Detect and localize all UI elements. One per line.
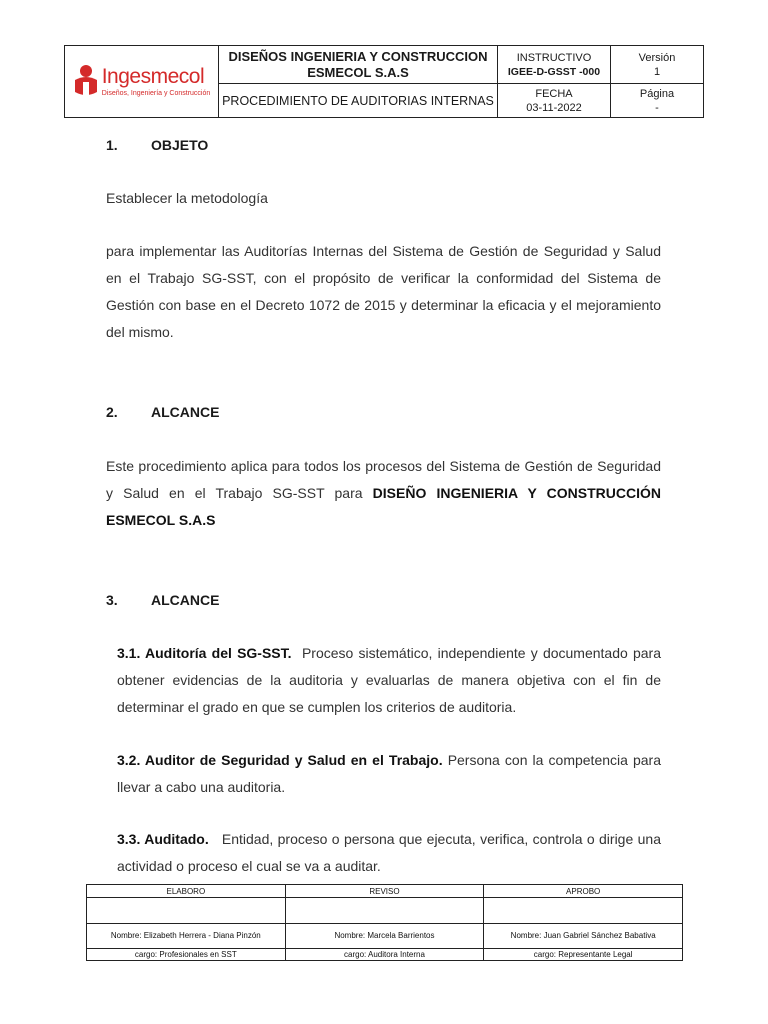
- version-cell: [611, 46, 704, 84]
- sig-header: ELABORO: [87, 885, 286, 898]
- section-2-text: Este procedimiento aplica para todos los procesos del Sistema de Gestión de Seguridad y Salud en el Trabajo SG-SST para: [106, 458, 661, 501]
- company-name: DISEÑOS INGENIERIA Y CONSTRUCCION ESMECOL S.A.S: [219, 46, 498, 84]
- section-2-company: DISEÑO INGENIERIA Y CONSTRUCCIÓN ESMECOL S.A.S: [106, 485, 662, 528]
- sig-name: Nombre: Elizabeth Herrera - Diana Pinzón: [87, 924, 286, 949]
- signature-space: [87, 898, 286, 924]
- doc-type-cell: [498, 46, 611, 84]
- definition-term: 3.1. Auditoría del SG-SST.: [117, 645, 292, 661]
- section-title: OBJETO: [151, 137, 209, 153]
- section-1-heading: [106, 137, 208, 153]
- logo-cell: [65, 46, 219, 118]
- section-title: ALCANCE: [151, 404, 220, 420]
- logo-tagline: Diseños, Ingeniería y Construcción: [101, 89, 211, 97]
- logo-mark-icon: [73, 62, 99, 102]
- sig-role: cargo: Representante Legal: [484, 949, 683, 961]
- definition-text: Entidad, proceso o persona que ejecuta, verifica, controla o dirige una actividad o proceso el cual se va a auditar.: [117, 831, 661, 874]
- date-value: 03-11-2022: [526, 101, 582, 114]
- sig-role: cargo: Auditora Interna: [285, 949, 484, 961]
- signature-space: [285, 898, 484, 924]
- page-label: Página: [639, 87, 675, 100]
- section-number: 3.: [106, 592, 118, 608]
- page-value: -: [655, 101, 659, 114]
- section-number: 2.: [106, 404, 118, 420]
- signature-table: [86, 884, 683, 961]
- section-title: ALCANCE: [151, 592, 220, 608]
- company-logo: [65, 62, 218, 102]
- sig-name: Nombre: Juan Gabriel Sánchez Babativa: [484, 924, 683, 949]
- section-2-body: [106, 453, 661, 534]
- definition-item: [117, 826, 661, 880]
- date-cell: [498, 84, 611, 118]
- sig-header: REVISO: [285, 885, 484, 898]
- sig-header: APROBO: [484, 885, 683, 898]
- doc-type-label: INSTRUCTIVO: [516, 51, 592, 64]
- version-label: Versión: [638, 51, 676, 64]
- definition-item: [117, 747, 661, 801]
- sig-name: Nombre: Marcela Barrientos: [285, 924, 484, 949]
- signature-space: [484, 898, 683, 924]
- definition-item: [117, 640, 661, 721]
- document-header: [64, 45, 704, 118]
- definition-term: 3.2. Auditor de Seguridad y Salud en el Trabajo.: [117, 752, 443, 768]
- procedure-name: PROCEDIMIENTO DE AUDITORIAS INTERNAS: [219, 84, 498, 118]
- logo-name: Ingesmecol: [101, 64, 205, 88]
- definition-text: Persona con la competencia para llevar a cabo una auditoria.: [117, 752, 662, 795]
- section-3-heading: [106, 592, 219, 608]
- doc-code: IGEE-D-GSST -000: [507, 65, 601, 78]
- version-value: 1: [653, 65, 661, 78]
- page-cell: [611, 84, 704, 118]
- section-number: 1.: [106, 137, 118, 153]
- date-label: FECHA: [535, 87, 573, 100]
- section-2-heading: [106, 404, 219, 420]
- definition-text: Proceso sistemático, independiente y documentado para obtener evidencias de la auditoria y evaluarlas de manera objetiva con el fin de determinar el grado en que se cumplen los criterios de auditoria.: [117, 645, 662, 715]
- section-1-body: para implementar las Auditorías Internas del Sistema de Gestión de Seguridad y Salud en el Trabajo SG-SST, con el propósito de verificar la conformidad del Sistema de Gestión con base en el Decreto 1072 de 2015 y determinar la eficacia y el mejoramiento del mismo.: [106, 243, 661, 340]
- definition-term: 3.3. Auditado.: [117, 831, 209, 847]
- section-1-intro: Establecer la metodología: [106, 190, 268, 206]
- sig-role: cargo: Profesionales en SST: [87, 949, 286, 961]
